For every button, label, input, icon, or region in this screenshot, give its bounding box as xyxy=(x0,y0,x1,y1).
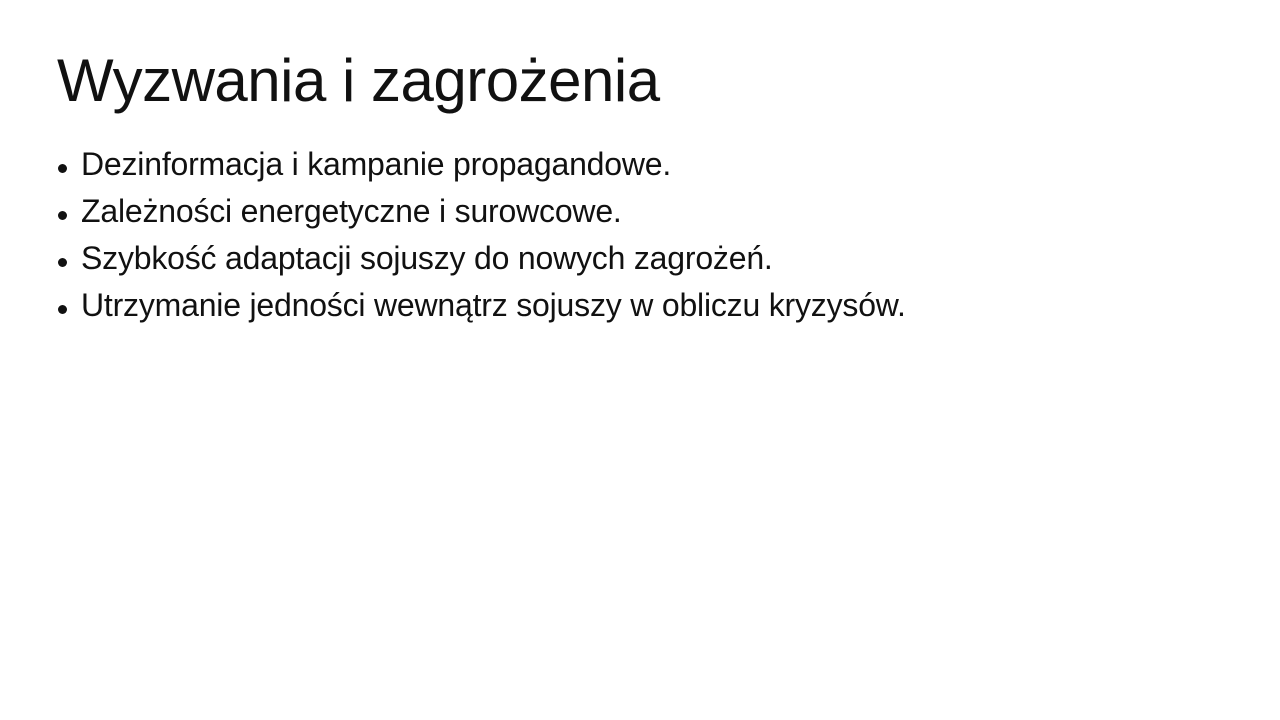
bullet-dot-icon xyxy=(58,164,67,173)
bullet-text: Szybkość adaptacji sojuszy do nowych zagrożeń. xyxy=(81,240,773,276)
bullet-item xyxy=(57,282,906,329)
slide-title: Wyzwania i zagrożenia xyxy=(57,47,660,114)
bullet-dot-icon xyxy=(58,258,67,267)
bullet-item xyxy=(57,188,906,235)
bullet-dot-icon xyxy=(58,211,67,220)
bullet-item xyxy=(57,235,906,282)
bullet-dot-icon xyxy=(58,305,67,314)
bullet-text: Utrzymanie jedności wewnątrz sojuszy w obliczu kryzysów. xyxy=(81,287,906,323)
bullet-item xyxy=(57,141,906,188)
bullet-text: Dezinformacja i kampanie propagandowe. xyxy=(81,146,672,182)
bullet-text: Zależności energetyczne i surowcowe. xyxy=(81,193,622,229)
bullet-list xyxy=(57,141,906,329)
